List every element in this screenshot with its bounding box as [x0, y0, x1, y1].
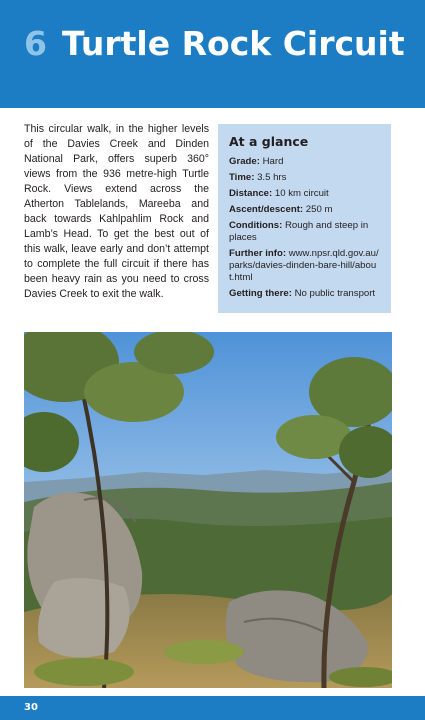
glance-label: Getting there:	[229, 288, 292, 299]
footer-bar	[0, 696, 425, 720]
further-info-link[interactable]: www.npsr.qld.gov.au/parks/davies-dinden-bare-hill/about.html	[229, 248, 379, 283]
glance-value: 250 m	[305, 204, 333, 215]
page-number: 30	[24, 702, 38, 713]
glance-heading: At a glance	[229, 134, 309, 149]
page-title: Turtle Rock Circuit	[62, 24, 405, 63]
glance-label: Conditions:	[229, 220, 283, 231]
glance-row-getting-there	[229, 288, 381, 300]
glance-label: Time:	[229, 172, 255, 183]
glance-label: Distance:	[229, 188, 273, 199]
turtle-rock-photo	[24, 332, 392, 688]
header-banner	[0, 0, 425, 108]
at-a-glance-panel	[218, 124, 391, 313]
glance-value: 10 km circuit	[274, 188, 329, 199]
walk-number: 6	[24, 24, 47, 63]
glance-value: No public transport	[294, 288, 376, 299]
glance-value: Hard	[262, 156, 284, 167]
glance-label: Further info:	[229, 248, 287, 259]
intro-paragraph: This circular walk, in the higher levels of the Davies Creek and Dinden National Park, offers superb 360° views from the 936 metre-high Turtle Rock. Views extend across the Atherton Tablelands, Mareeba and back towards Kahlpahlim Rock and Lamb’s Head. To get the best out of this walk, leave early and don’t attempt to complete the full circuit if there has been heavy rain as you need to cross Davies Creek to exit the walk.	[24, 123, 209, 300]
glance-value: 3.5 hrs	[257, 172, 287, 183]
glance-label: Ascent/descent:	[229, 204, 304, 215]
glance-row-grade	[229, 156, 381, 168]
glance-row-time	[229, 172, 381, 184]
glance-row-ascent	[229, 204, 381, 216]
landscape-illustration	[24, 332, 392, 688]
glance-label: Grade:	[229, 156, 260, 167]
glance-value: Rough and steep in places	[229, 220, 369, 243]
glance-row-distance	[229, 188, 381, 200]
glance-row-further-info	[229, 248, 381, 284]
glance-row-conditions	[229, 220, 381, 244]
